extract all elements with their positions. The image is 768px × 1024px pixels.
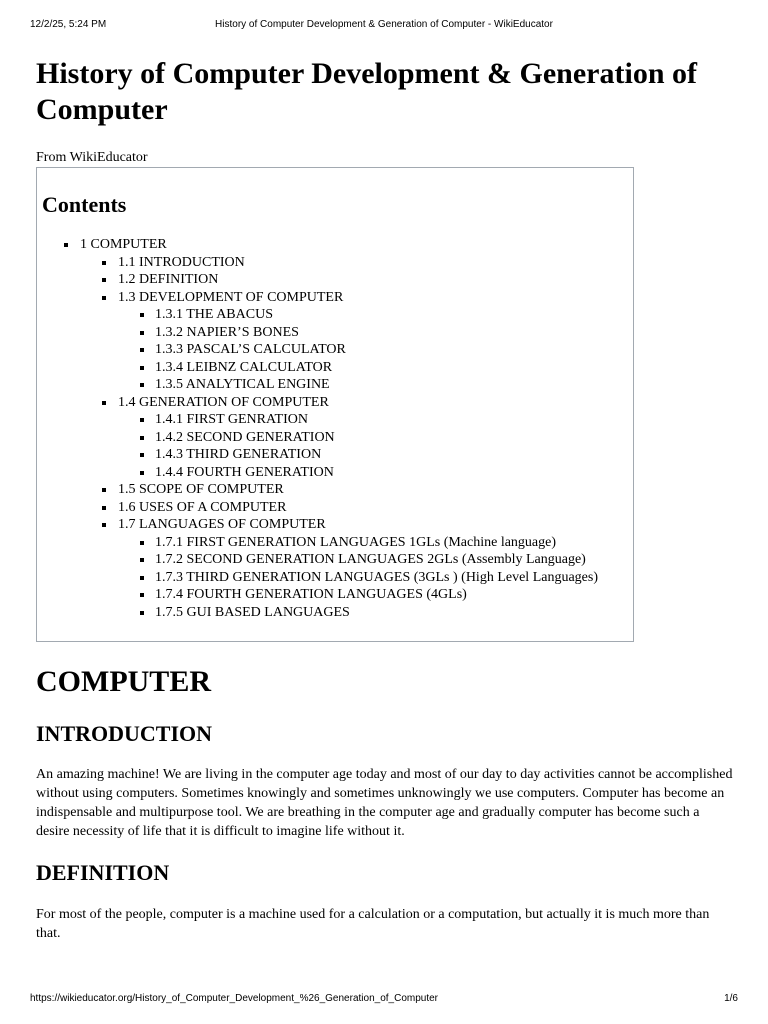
toc-list: [37, 236, 598, 621]
section-heading-computer: COMPUTER: [36, 665, 211, 698]
definition-paragraph: For most of the people, computer is a machine used for a calculation or a computation, but actually it is much more than that.: [36, 907, 710, 941]
toc-item: [37, 236, 598, 254]
toc-item: [37, 481, 598, 499]
toc-item: [37, 604, 598, 622]
print-header: [0, 19, 768, 33]
section-heading-introduction: INTRODUCTION: [36, 721, 213, 746]
toc-item: [37, 429, 598, 447]
table-of-contents: [36, 167, 634, 642]
toc-item: [37, 254, 598, 272]
toc-link[interactable]: 1.7 LANGUAGES OF COMPUTER: [118, 517, 326, 532]
toc-item: [37, 306, 598, 324]
toc-title: Contents: [42, 192, 127, 217]
toc-link[interactable]: 1.3 DEVELOPMENT OF COMPUTER: [118, 289, 344, 305]
toc-item: [37, 499, 598, 517]
toc-item: [37, 586, 598, 604]
toc-link[interactable]: 1 COMPUTER: [80, 237, 167, 252]
print-datetime: 12/2/25, 5:24 PM: [30, 19, 107, 30]
page-title: History of Computer Development & Generation of Computer: [36, 57, 697, 126]
toc-item: [37, 446, 598, 464]
toc-link[interactable]: 1.3.3 PASCAL’S CALCULATOR: [155, 342, 346, 357]
toc-link[interactable]: 1.7.3 THIRD GENERATION LANGUAGES (3GLs ) (High Level Languages): [155, 569, 598, 585]
toc-item: [37, 464, 598, 482]
toc-link[interactable]: 1.7.5 GUI BASED LANGUAGES: [155, 604, 350, 620]
toc-link[interactable]: 1.6 USES OF A COMPUTER: [118, 499, 287, 515]
toc-link[interactable]: 1.7.1 FIRST GENERATION LANGUAGES 1GLs (Machine language): [155, 534, 557, 550]
toc-item: [37, 341, 598, 359]
print-page-title: History of Computer Development & Generation of Computer - WikiEducator: [215, 19, 553, 30]
from-line: From WikiEducator: [36, 150, 148, 165]
toc-link[interactable]: 1.3.2 NAPIER’S BONES: [155, 324, 299, 340]
toc-item: [37, 359, 598, 377]
introduction-paragraph: An amazing machine! We are living in the computer age today and most of our day to day activities cannot be accomplished without using computers. Sometimes knowingly and sometimes unknowingly we use computers. Computer has become an indispensable and multipurpose tool. We are breathing in the computer age and gradually computer has become such a desire necessity of life that it is difficult to imagine life without it.: [36, 767, 733, 839]
toc-item: [37, 569, 598, 587]
toc-link[interactable]: 1.4.1 FIRST GENRATION: [155, 412, 308, 427]
toc-item: [37, 411, 598, 429]
toc-link[interactable]: 1.7.4 FOURTH GENERATION LANGUAGES (4GLs): [155, 587, 467, 602]
toc-link[interactable]: 1.1 INTRODUCTION: [118, 254, 245, 270]
toc-item: [37, 516, 598, 534]
toc-link[interactable]: 1.4.2 SECOND GENERATION: [155, 429, 335, 445]
print-url: https://wikieducator.org/History_of_Computer_Development_%26_Generation_of_Computer: [30, 993, 439, 1004]
toc-item: [37, 271, 598, 289]
print-page-number: 1/6: [724, 993, 738, 1004]
toc-link[interactable]: 1.3.4 LEIBNZ CALCULATOR: [155, 359, 333, 375]
toc-link[interactable]: 1.4 GENERATION OF COMPUTER: [118, 394, 329, 410]
toc-link[interactable]: 1.5 SCOPE OF COMPUTER: [118, 482, 284, 497]
toc-item: [37, 376, 598, 394]
toc-item: [37, 551, 598, 569]
print-footer: [0, 993, 768, 1007]
toc-link[interactable]: 1.7.2 SECOND GENERATION LANGUAGES 2GLs (Assembly Language): [155, 552, 586, 567]
toc-item: [37, 324, 598, 342]
toc-item: [37, 289, 598, 307]
section-heading-definition: DEFINITION: [36, 860, 170, 885]
toc-item: [37, 394, 598, 412]
toc-link[interactable]: 1.4.3 THIRD GENERATION: [155, 447, 322, 462]
toc-link[interactable]: 1.2 DEFINITION: [118, 272, 219, 287]
toc-link[interactable]: 1.3.1 THE ABACUS: [155, 307, 273, 322]
toc-item: [37, 534, 598, 552]
toc-link[interactable]: 1.3.5 ANALYTICAL ENGINE: [155, 377, 330, 392]
toc-link[interactable]: 1.4.4 FOURTH GENERATION: [155, 464, 334, 480]
